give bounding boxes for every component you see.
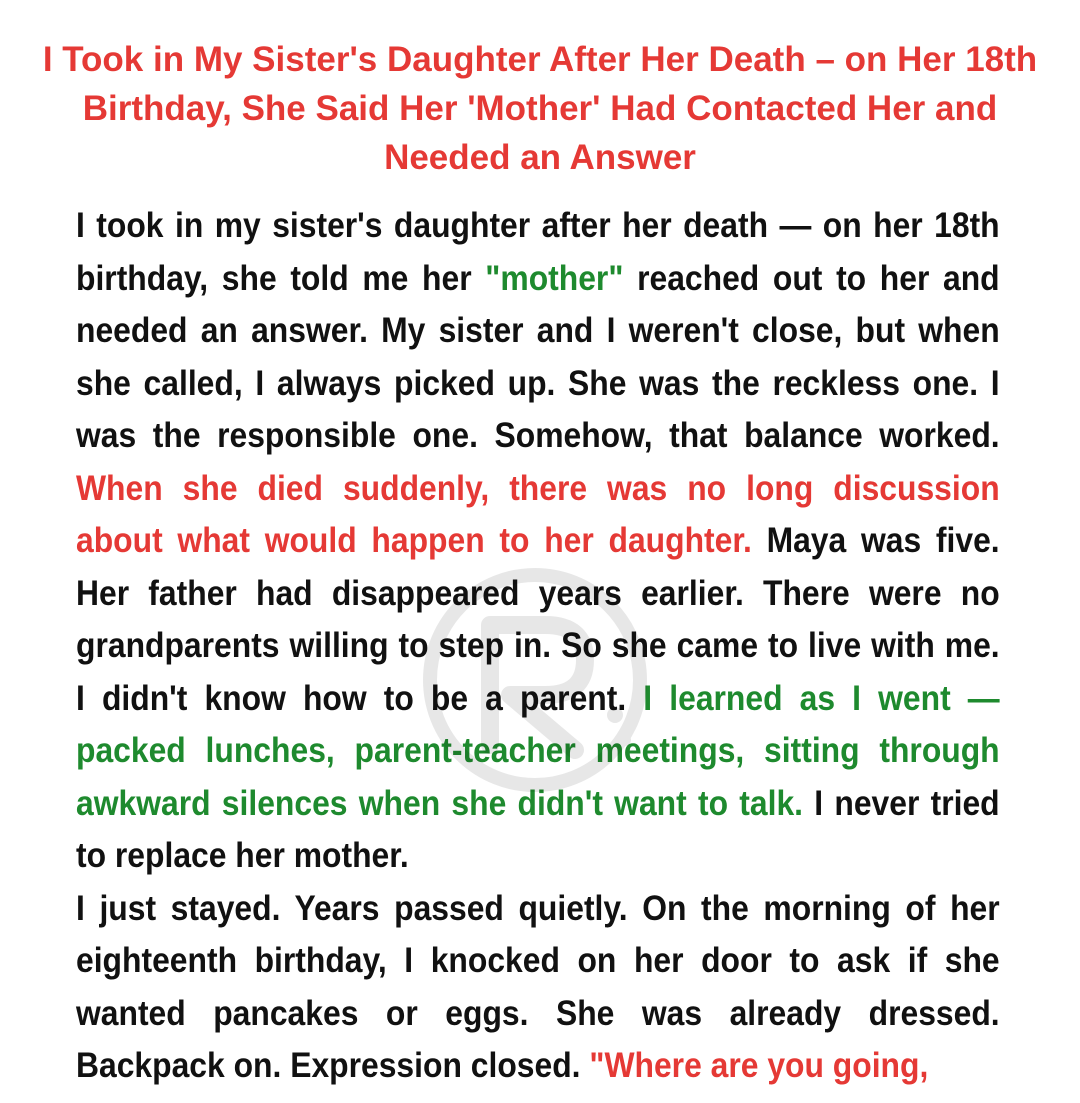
highlight-red: When she died suddenly, there was no long discussion about what would happen to her daughter. (76, 468, 1000, 560)
text-segment: Maya was five. Her father had disappeared years earlier. There were no grandparents willing to step in. So she came to live with me. I didn't know how to be a parent. (76, 521, 1000, 718)
text-segment: I took in my sister's daughter after her death — on her 18th birthday, she told me her (76, 206, 1000, 298)
paragraph-2 (76, 883, 1000, 1093)
highlight-red: "Where are you going, (589, 1046, 929, 1085)
highlight-green: "mother" (485, 258, 624, 298)
text-segment: reached out to her and needed an answer. My sister and I weren't close, but when she called, I always picked up. She was the reckless one. I was the responsible one. Somehow, that balance worked. (76, 258, 1000, 455)
paragraph-1 (76, 200, 1000, 883)
article-body (76, 200, 1000, 1093)
highlight-green: I learned as I went — packed lunches, parent-teacher meetings, sitting through awkward silences when she didn't want to talk. (76, 678, 1000, 823)
text-segment: I never tried to replace her mother. (76, 783, 1000, 875)
article-title: I Took in My Sister's Daughter After Her Death – on Her 18th Birthday, She Said Her 'Mother' Had Contacted Her and Needed an Answer (42, 40, 1038, 177)
text-segment: I just stayed. Years passed quietly. On the morning of her eighteenth birthday, I knocked on her door to ask if she wanted pancakes or eggs. She was already dressed. Backpack on. Expression closed. (76, 888, 1000, 1085)
